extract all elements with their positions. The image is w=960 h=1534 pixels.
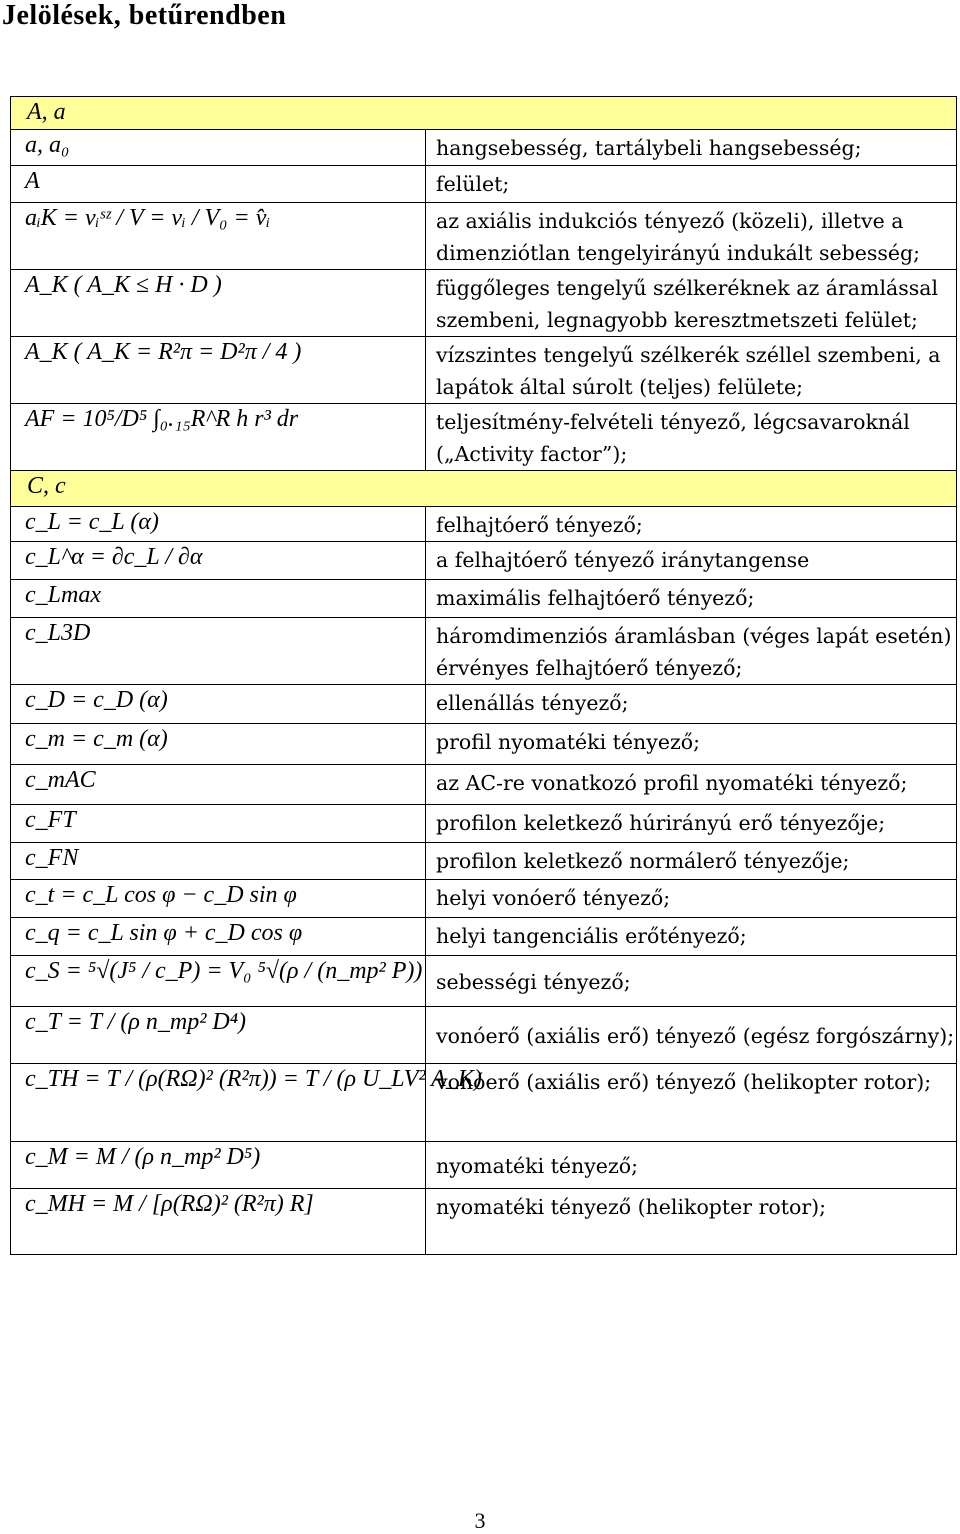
notation-row (11, 337, 957, 404)
notation-description: ellenállás tényező; (426, 685, 957, 724)
section-header: C, c (11, 471, 957, 507)
notation-table (10, 96, 957, 1255)
notation-row (11, 956, 957, 1007)
notation-row (11, 685, 957, 724)
notation-description: az axiális indukciós tényező (közeli), illetve a dimenziótlan tengelyirányú indukált sebesség; (426, 203, 957, 270)
notation-row (11, 880, 957, 918)
notation-symbol: c_MH = M / [ρ(RΩ)² (R²π) R] (11, 1189, 426, 1255)
notation-symbol: c_L3D (11, 618, 426, 685)
notation-description: helyi vonóerő tényező; (426, 880, 957, 918)
notation-description: vonóerő (axiális erő) tényező (helikopter rotor); (426, 1064, 957, 1142)
notation-symbol: AF = 10⁵/D⁵ ∫₀.₁₅R^R h r³ dr (11, 404, 426, 471)
notation-symbol: c_FT (11, 805, 426, 843)
notation-row (11, 618, 957, 685)
page-number: 3 (474, 1508, 486, 1533)
notation-symbol: c_T = T / (ρ n_mp² D⁴) (11, 1007, 426, 1064)
notation-symbol: c_TH = T / (ρ(RΩ)² (R²π)) = T / (ρ U_LV² A_K) (11, 1064, 426, 1142)
notation-description: helyi tangenciális erőtényező; (426, 918, 957, 956)
notation-row (11, 1142, 957, 1189)
notation-row (11, 542, 957, 580)
notation-description: felhajtóerő tényező; (426, 507, 957, 542)
notation-symbol: c_FN (11, 843, 426, 880)
notation-row (11, 580, 957, 618)
notation-symbol: c_M = M / (ρ n_mp² D⁵) (11, 1142, 426, 1189)
notation-description: függőleges tengelyű szélkeréknek az áramlással szembeni, legnagyobb keresztmetszeti felület; (426, 270, 957, 337)
notation-description: vízszintes tengelyű szélkerék széllel szembeni, a lapátok által súrolt (teljes) felülete; (426, 337, 957, 404)
notation-row (11, 130, 957, 166)
section-header: A, a (11, 97, 957, 130)
notation-symbol: c_t = c_L cos φ − c_D sin φ (11, 880, 426, 918)
notation-row (11, 166, 957, 203)
notation-symbol: aᵢK = vᵢˢᶻ / V = vᵢ / V₀ = v̂ᵢ (11, 203, 426, 270)
notation-row (11, 724, 957, 765)
notation-description: hangsebesség, tartálybeli hangsebesség; (426, 130, 957, 166)
notation-symbol: c_mAC (11, 765, 426, 805)
notation-description: nyomatéki tényező; (426, 1142, 957, 1189)
notation-symbol: c_D = c_D (α) (11, 685, 426, 724)
notation-symbol: c_L^α = ∂c_L / ∂α (11, 542, 426, 580)
notation-description: maximális felhajtóerő tényező; (426, 580, 957, 618)
notation-row (11, 270, 957, 337)
notation-row (11, 1007, 957, 1064)
notation-symbol: c_S = ⁵√(J⁵ / c_P) = V₀ ⁵√(ρ / (n_mp² P)) (11, 956, 426, 1007)
notation-description: vonóerő (axiális erő) tényező (egész forgószárny); (426, 1007, 957, 1064)
notation-description: felület; (426, 166, 957, 203)
notation-symbol: a, a₀ (11, 130, 426, 166)
notation-symbol: c_m = c_m (α) (11, 724, 426, 765)
notation-description: nyomatéki tényező (helikopter rotor); (426, 1189, 957, 1255)
notation-description: a felhajtóerő tényező iránytangense (426, 542, 957, 580)
notation-description: háromdimenziós áramlásban (véges lapát esetén) érvényes felhajtóerő tényező; (426, 618, 957, 685)
notation-row (11, 1064, 957, 1142)
notation-row (11, 765, 957, 805)
page-title: Jelölések, betűrendben (2, 0, 287, 31)
notation-description: teljesítmény-felvételi tényező, légcsavaroknál („Activity factor”); (426, 404, 957, 471)
notation-description: sebességi tényező; (426, 956, 957, 1007)
section-header-row (11, 471, 957, 507)
notation-symbol: A (11, 166, 426, 203)
section-header-row (11, 97, 957, 130)
notation-description: profilon keletkező normálerő tényezője; (426, 843, 957, 880)
notation-row (11, 203, 957, 270)
notation-row (11, 843, 957, 880)
notation-symbol: c_Lmax (11, 580, 426, 618)
notation-row (11, 507, 957, 542)
notation-description: profilon keletkező húrirányú erő tényezője; (426, 805, 957, 843)
notation-symbol: A_K ( A_K ≤ H · D ) (11, 270, 426, 337)
notation-row (11, 805, 957, 843)
notation-row (11, 1189, 957, 1255)
notation-description: az AC-re vonatkozó profil nyomatéki tényező; (426, 765, 957, 805)
notation-row (11, 918, 957, 956)
notation-description: profil nyomatéki tényező; (426, 724, 957, 765)
notation-symbol: A_K ( A_K = R²π = D²π / 4 ) (11, 337, 426, 404)
notation-symbol: c_q = c_L sin φ + c_D cos φ (11, 918, 426, 956)
notation-row (11, 404, 957, 471)
notation-symbol: c_L = c_L (α) (11, 507, 426, 542)
